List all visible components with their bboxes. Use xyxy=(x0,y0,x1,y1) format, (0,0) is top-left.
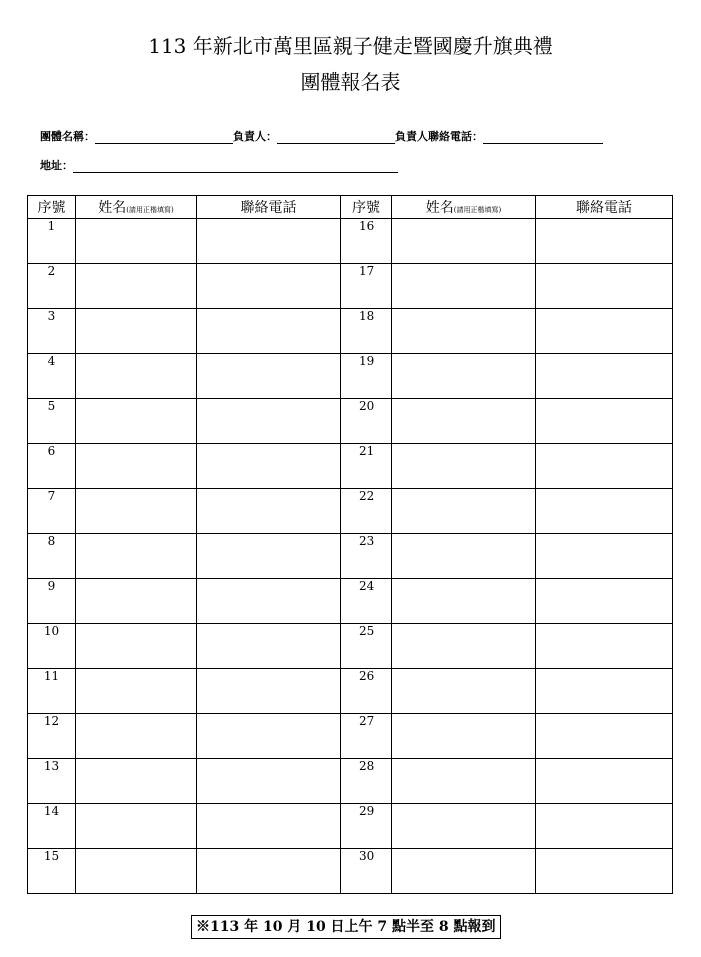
name-cell[interactable] xyxy=(392,579,536,624)
phone-cell[interactable] xyxy=(197,309,341,354)
name-header-hint: (請用正楷填寫) xyxy=(453,206,502,214)
name-cell[interactable] xyxy=(392,309,536,354)
seq-cell: 29 xyxy=(341,804,392,849)
seq-cell: 5 xyxy=(28,399,76,444)
name-cell[interactable] xyxy=(392,759,536,804)
name-header xyxy=(76,196,197,219)
address-row xyxy=(40,157,398,173)
seq-cell: 11 xyxy=(28,669,76,714)
name-cell[interactable] xyxy=(76,849,197,894)
name-cell[interactable] xyxy=(76,759,197,804)
seq-cell: 13 xyxy=(28,759,76,804)
name-cell[interactable] xyxy=(392,219,536,264)
table-row xyxy=(28,669,673,714)
name-cell[interactable] xyxy=(76,669,197,714)
seq-cell: 9 xyxy=(28,579,76,624)
phone-cell[interactable] xyxy=(536,579,673,624)
phone-cell[interactable] xyxy=(536,804,673,849)
seq-cell: 6 xyxy=(28,444,76,489)
phone-cell[interactable] xyxy=(536,669,673,714)
table-row xyxy=(28,624,673,669)
phone-cell[interactable] xyxy=(197,489,341,534)
seq-cell: 22 xyxy=(341,489,392,534)
phone-cell[interactable] xyxy=(536,264,673,309)
name-cell[interactable] xyxy=(392,354,536,399)
phone-cell[interactable] xyxy=(197,444,341,489)
leader-field[interactable] xyxy=(277,130,395,144)
seq-cell: 20 xyxy=(341,399,392,444)
phone-cell[interactable] xyxy=(536,444,673,489)
phone-cell[interactable] xyxy=(536,759,673,804)
name-cell[interactable] xyxy=(392,804,536,849)
seq-cell: 15 xyxy=(28,849,76,894)
phone-cell[interactable] xyxy=(536,489,673,534)
seq-cell: 30 xyxy=(341,849,392,894)
table-row xyxy=(28,849,673,894)
name-cell[interactable] xyxy=(392,534,536,579)
table-row xyxy=(28,309,673,354)
phone-cell[interactable] xyxy=(536,534,673,579)
name-cell[interactable] xyxy=(392,624,536,669)
seq-cell: 8 xyxy=(28,534,76,579)
table-header-row xyxy=(28,196,673,219)
phone-cell[interactable] xyxy=(197,219,341,264)
name-cell[interactable] xyxy=(76,444,197,489)
leader-phone-label: 負責人聯絡電話： xyxy=(395,130,483,143)
registration-table xyxy=(27,195,673,894)
seq-cell: 14 xyxy=(28,804,76,849)
phone-header: 聯絡電話 xyxy=(536,196,673,219)
phone-cell[interactable] xyxy=(536,714,673,759)
group-info-row xyxy=(40,128,603,144)
group-name-field[interactable] xyxy=(95,130,233,144)
checkin-notice: ※113 年 10 月 10 日上午 7 點半至 8 點報到 xyxy=(191,915,501,939)
seq-header: 序號 xyxy=(28,196,76,219)
name-header xyxy=(392,196,536,219)
seq-cell: 3 xyxy=(28,309,76,354)
phone-cell[interactable] xyxy=(197,804,341,849)
form-title: 113 年新北市萬里區親子健走暨國慶升旗典禮 xyxy=(148,34,553,58)
table-row xyxy=(28,759,673,804)
seq-cell: 12 xyxy=(28,714,76,759)
name-cell[interactable] xyxy=(392,489,536,534)
phone-cell[interactable] xyxy=(536,354,673,399)
form-subtitle: 團體報名表 xyxy=(300,70,401,94)
address-label: 地址： xyxy=(40,159,73,172)
table-row xyxy=(28,219,673,264)
seq-cell: 4 xyxy=(28,354,76,399)
phone-cell[interactable] xyxy=(536,624,673,669)
table-row xyxy=(28,534,673,579)
seq-cell: 16 xyxy=(341,219,392,264)
table-row xyxy=(28,714,673,759)
seq-cell: 17 xyxy=(341,264,392,309)
name-cell[interactable] xyxy=(76,624,197,669)
phone-cell[interactable] xyxy=(536,399,673,444)
name-cell[interactable] xyxy=(76,489,197,534)
table-row xyxy=(28,264,673,309)
table-row xyxy=(28,579,673,624)
name-cell[interactable] xyxy=(392,714,536,759)
name-cell[interactable] xyxy=(392,444,536,489)
name-cell[interactable] xyxy=(76,219,197,264)
name-cell[interactable] xyxy=(76,534,197,579)
name-cell[interactable] xyxy=(392,264,536,309)
phone-cell[interactable] xyxy=(197,534,341,579)
leader-label: 負責人： xyxy=(233,130,277,143)
address-field[interactable] xyxy=(73,159,398,173)
phone-cell[interactable] xyxy=(197,399,341,444)
seq-cell: 2 xyxy=(28,264,76,309)
phone-cell[interactable] xyxy=(197,624,341,669)
name-cell[interactable] xyxy=(76,309,197,354)
table-row xyxy=(28,399,673,444)
seq-cell: 24 xyxy=(341,579,392,624)
leader-phone-field[interactable] xyxy=(483,130,603,144)
seq-cell: 27 xyxy=(341,714,392,759)
phone-cell[interactable] xyxy=(197,354,341,399)
seq-cell: 23 xyxy=(341,534,392,579)
name-cell[interactable] xyxy=(76,579,197,624)
phone-cell[interactable] xyxy=(197,759,341,804)
name-cell[interactable] xyxy=(76,399,197,444)
phone-cell[interactable] xyxy=(536,309,673,354)
seq-cell: 10 xyxy=(28,624,76,669)
phone-cell[interactable] xyxy=(197,849,341,894)
table-row xyxy=(28,489,673,534)
phone-cell[interactable] xyxy=(197,579,341,624)
phone-cell[interactable] xyxy=(197,669,341,714)
name-cell[interactable] xyxy=(392,399,536,444)
table-row xyxy=(28,444,673,489)
table-row xyxy=(28,354,673,399)
name-header-label: 姓名 xyxy=(98,200,127,216)
name-cell[interactable] xyxy=(76,264,197,309)
name-header-hint: (請用正楷填寫) xyxy=(126,206,174,214)
seq-cell: 26 xyxy=(341,669,392,714)
group-name-label: 團體名稱： xyxy=(40,130,95,143)
seq-cell: 19 xyxy=(341,354,392,399)
name-cell[interactable] xyxy=(76,714,197,759)
seq-cell: 7 xyxy=(28,489,76,534)
phone-cell[interactable] xyxy=(197,714,341,759)
phone-cell[interactable] xyxy=(536,219,673,264)
phone-cell[interactable] xyxy=(197,264,341,309)
seq-cell: 18 xyxy=(341,309,392,354)
table-row xyxy=(28,804,673,849)
name-cell[interactable] xyxy=(76,354,197,399)
phone-header: 聯絡電話 xyxy=(197,196,341,219)
seq-cell: 1 xyxy=(28,219,76,264)
name-cell[interactable] xyxy=(392,849,536,894)
seq-header: 序號 xyxy=(341,196,392,219)
name-header-label: 姓名 xyxy=(425,200,454,216)
seq-cell: 21 xyxy=(341,444,392,489)
phone-cell[interactable] xyxy=(536,849,673,894)
seq-cell: 28 xyxy=(341,759,392,804)
name-cell[interactable] xyxy=(392,669,536,714)
seq-cell: 25 xyxy=(341,624,392,669)
name-cell[interactable] xyxy=(76,804,197,849)
